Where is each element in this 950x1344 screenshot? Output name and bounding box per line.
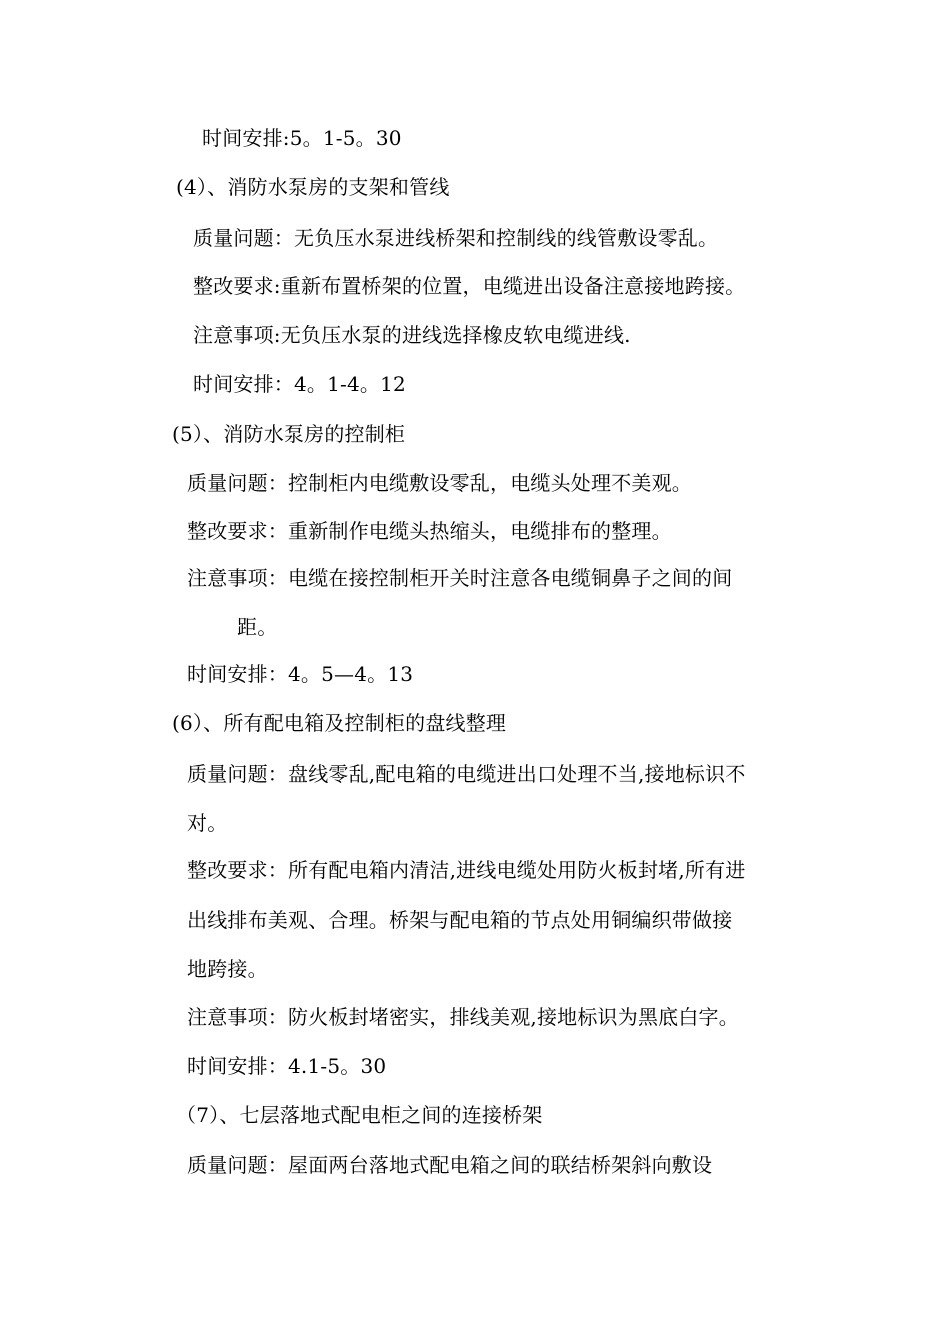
schedule-line: 时间安排:5。1-5。30 [202, 126, 402, 150]
schedule-line: 时间安排：4。1-4。12 [193, 372, 406, 396]
section-heading-6: (6）、所有配电箱及控制柜的盘线整理 [172, 711, 507, 735]
notes-line-continuation: 距。 [237, 615, 278, 639]
section-heading-7: （7）、七层落地式配电柜之间的连接桥架 [176, 1103, 543, 1127]
notes-line: 注意事项：防火板封堵密实，排线美观,接地标识为黑底白字。 [187, 1005, 739, 1029]
rectification-line: 整改要求：重新制作电缆头热缩头，电缆排布的整理。 [187, 519, 672, 543]
notes-line: 注意事项:无负压水泵的进线选择橡皮软电缆进线. [193, 323, 631, 347]
quality-issue-continuation: 对。 [187, 811, 228, 835]
section-heading-5: (5）、消防水泵房的控制柜 [172, 422, 406, 446]
quality-issue-line: 质量问题：无负压水泵进线桥架和控制线的线管敷设零乱。 [193, 226, 719, 250]
notes-line: 注意事项：电缆在接控制柜开关时注意各电缆铜鼻子之间的间 [187, 566, 733, 590]
quality-issue-line: 质量问题：屋面两台落地式配电箱之间的联结桥架斜向敷设 [187, 1153, 713, 1177]
schedule-line: 时间安排：4。5—4。13 [187, 662, 414, 686]
quality-issue-line: 质量问题：盘线零乱,配电箱的电缆进出口处理不当,接地标识不 [187, 762, 746, 786]
rectification-continuation: 地跨接。 [187, 957, 268, 981]
rectification-line: 整改要求：所有配电箱内清洁,进线电缆处用防火板封堵,所有进 [187, 858, 746, 882]
schedule-line: 时间安排：4.1-5。30 [187, 1054, 387, 1078]
rectification-line: 整改要求:重新布置桥架的位置，电缆进出设备注意接地跨接。 [193, 274, 746, 298]
rectification-continuation: 出线排布美观、合理。桥架与配电箱的节点处用铜编织带做接 [187, 908, 733, 932]
quality-issue-line: 质量问题：控制柜内电缆敷设零乱，电缆头处理不美观。 [187, 471, 692, 495]
section-heading-4: (4）、消防水泵房的支架和管线 [176, 175, 450, 199]
